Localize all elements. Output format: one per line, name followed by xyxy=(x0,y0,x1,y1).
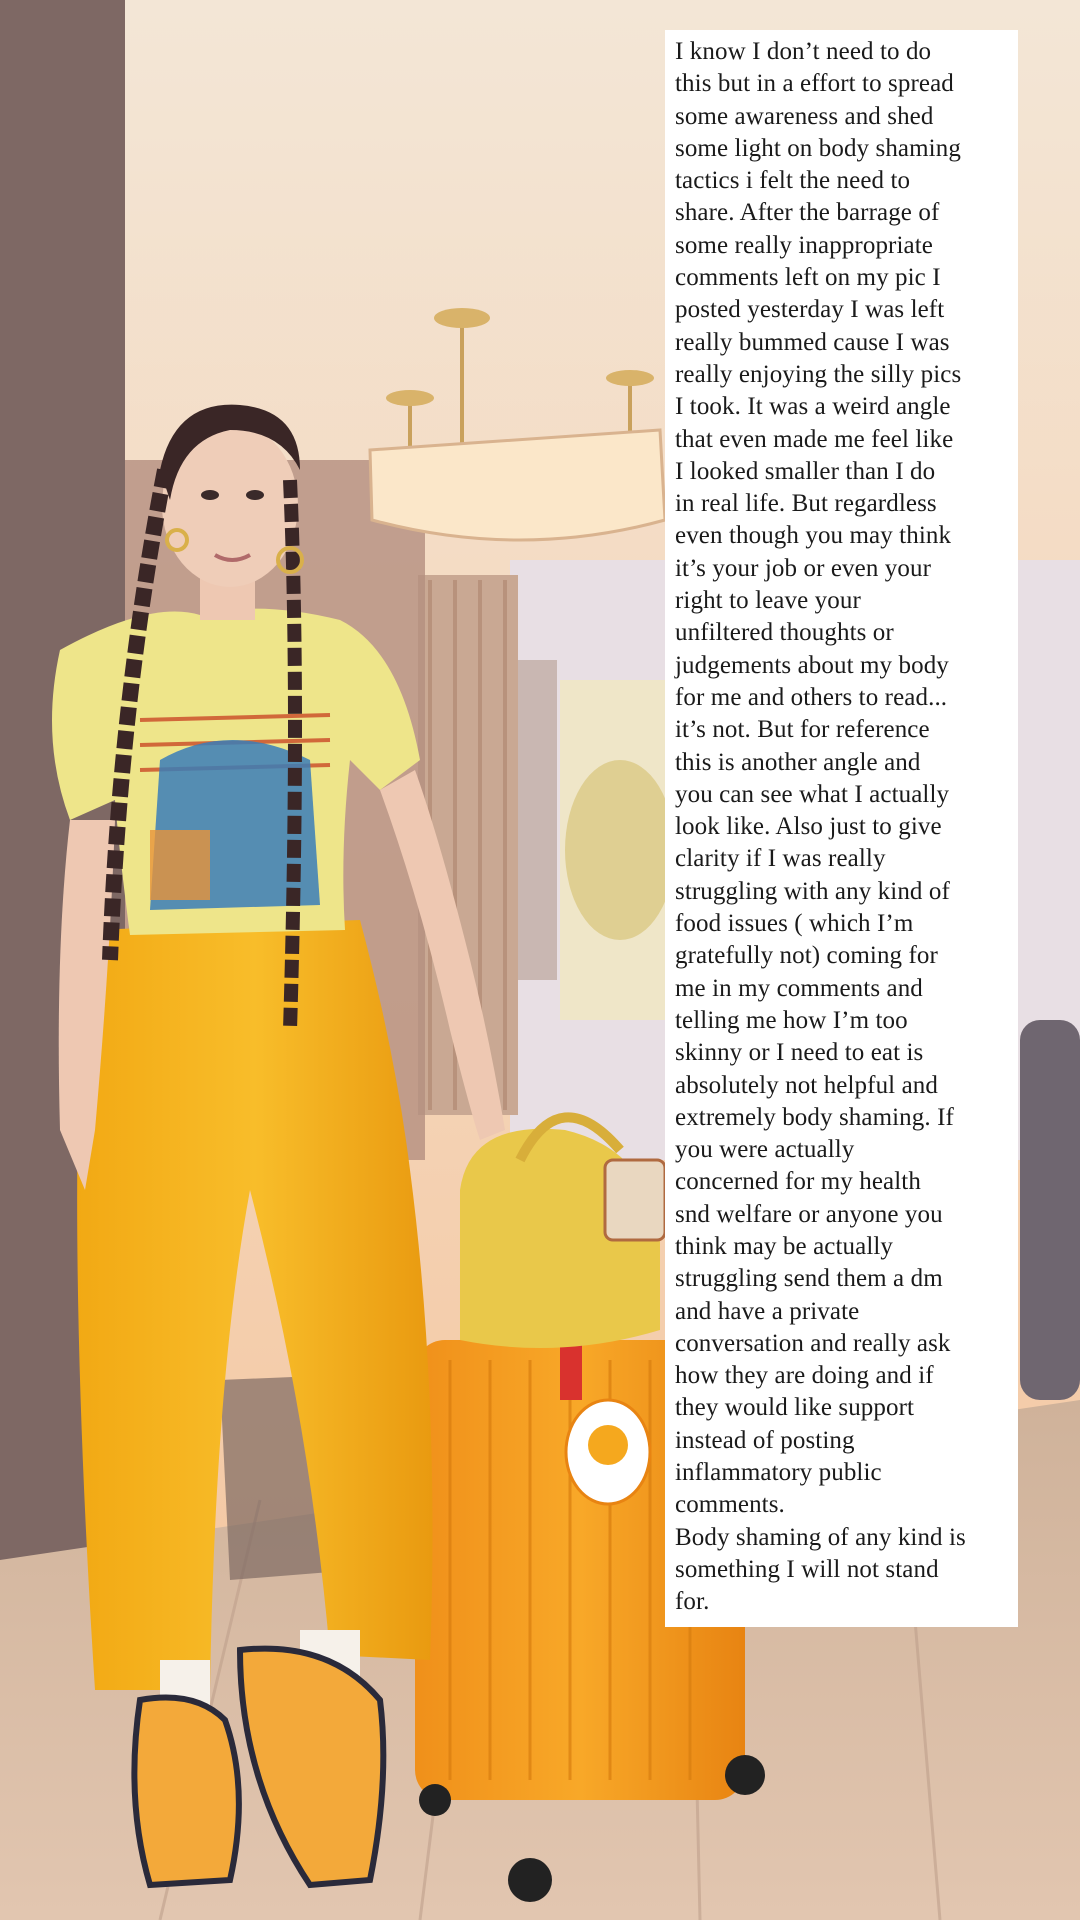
left-sneaker xyxy=(134,1698,239,1886)
right-braid xyxy=(290,480,295,1030)
caption-text: I know I don’t need to do this but in a effort to spread some awareness and shed some light on body shaming tactics i felt the need to share. After the barrage of some really inappropriate comments left on my pic I posted yesterday I was left really bummed cause I was really enjoying the silly pics I took. It was a weird angle that even made me feel like I looked smaller than I do in real life. But regardless even though you may think it’s your job or even your right to leave your unfiltered thoughts or judgements about my body for me and others to read... it’s not. But for reference this is another angle and you can see what I actually look like. Also just to give clarity if I was really struggling with any kind of food issues ( which I’m gratefully not) coming for me in my comments and telling me how I’m too skinny or I need to eat is absolutely not helpful and extremely body shaming. If you were actually concerned for my health snd welfare or anyone you think may be actually struggling send them a dm and have a private conversation and really ask how they are doing and if they would like support instead of posting inflammatory public comments. Body shaming of any kind is something I will not stand for. xyxy=(675,38,966,1616)
bag-charm xyxy=(605,1160,665,1240)
armchair xyxy=(1020,1020,1080,1400)
bookshelf xyxy=(515,660,557,980)
tag-strap xyxy=(560,1340,582,1400)
caption-panel xyxy=(665,30,1018,1627)
pendant-light xyxy=(370,430,665,540)
tree-outside xyxy=(565,760,675,940)
